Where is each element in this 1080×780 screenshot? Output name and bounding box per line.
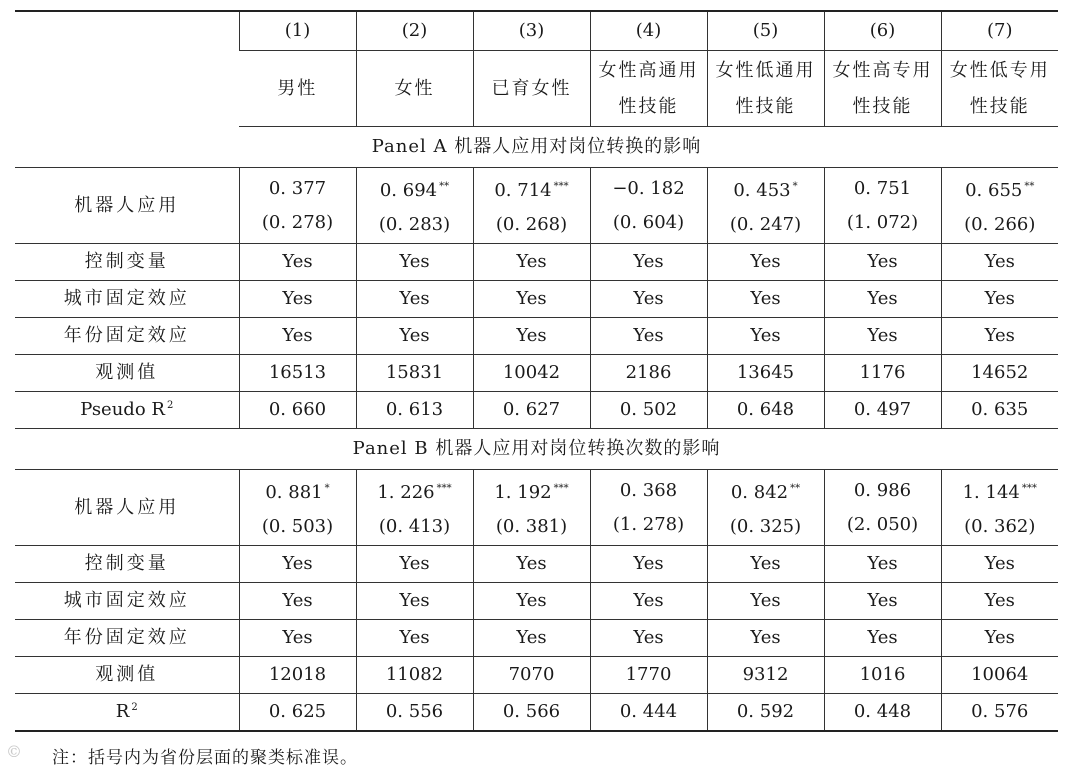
table-row [15, 657, 1058, 694]
cell-value: 0. 497 [853, 399, 912, 421]
column-label-line: 性技能 [969, 95, 1030, 117]
column-label [824, 51, 941, 127]
column-label-line: 性技能 [735, 95, 796, 117]
table-cell [239, 583, 356, 620]
cell-value: Yes [984, 251, 1015, 273]
table-cell [473, 546, 590, 583]
column-label-line: 性技能 [852, 95, 913, 117]
cell-value: Yes [750, 553, 781, 575]
coefficient-line [708, 472, 824, 510]
coefficient-line [357, 472, 473, 510]
table-cell [824, 620, 941, 657]
coefficient-cell [239, 470, 356, 546]
table-cell [707, 244, 824, 281]
cell-value: 16513 [268, 362, 327, 384]
panel-title-text: Panel A 机器人应用对岗位转换的影响 [371, 136, 702, 158]
coefficient-line [825, 172, 941, 206]
table-cell [239, 546, 356, 583]
header-row-numbers [15, 11, 1058, 51]
column-label-line: 性技能 [618, 95, 679, 117]
table-cell [473, 244, 590, 281]
table-cell [356, 244, 473, 281]
significance-stars: ** [790, 482, 801, 494]
table-cell [239, 318, 356, 355]
table-cell [941, 657, 1058, 694]
cell-value: Yes [399, 553, 430, 575]
standard-error: (0. 247) [729, 213, 802, 235]
fit-row [15, 392, 1058, 429]
table-row [15, 281, 1058, 318]
panel-title-text: Panel B 机器人应用对岗位转换次数的影响 [352, 438, 721, 460]
table-cell [239, 657, 356, 694]
coefficient-cell [824, 470, 941, 546]
coefficient-value: 0. 694 [379, 179, 438, 201]
table-note: 注：括号内为省份层面的聚类标准误。 [52, 748, 358, 768]
coefficient-cell [356, 168, 473, 244]
column-label-line: 女性高通用 [598, 59, 699, 81]
table-cell [590, 281, 707, 318]
table-cell [473, 318, 590, 355]
cell-value: 0. 613 [385, 399, 444, 421]
row-label [15, 355, 239, 392]
column-label [941, 51, 1058, 127]
cell-value: 2186 [625, 362, 672, 384]
cell-value: Yes [516, 590, 547, 612]
coefficient-value: 0. 714 [494, 179, 552, 201]
table-cell [824, 281, 941, 318]
table-cell [707, 318, 824, 355]
cell-value: 15831 [385, 362, 444, 384]
coefficient-cell [473, 168, 590, 244]
table-cell [707, 281, 824, 318]
cell-value: Yes [399, 251, 430, 273]
cell-value: 14652 [971, 362, 1029, 384]
standard-error: (2. 050) [846, 513, 919, 535]
column-label-line: 女性 [394, 77, 435, 99]
table-cell [473, 392, 590, 429]
table-cell [824, 694, 941, 732]
standard-error: (0. 362) [964, 515, 1036, 537]
watermark-logo: © [6, 742, 22, 761]
cell-value: Yes [399, 325, 430, 347]
cell-value: 0. 648 [736, 399, 795, 421]
standard-error: (0. 266) [964, 213, 1036, 235]
column-number [239, 11, 356, 51]
panel-title-row [15, 127, 1058, 168]
cell-value: 0. 576 [971, 701, 1029, 723]
table-cell [239, 281, 356, 318]
coefficient-line [357, 170, 473, 208]
table-cell [356, 657, 473, 694]
row-label [15, 318, 239, 355]
coefficient-cell [941, 168, 1058, 244]
cell-value: 11082 [385, 664, 444, 686]
table-cell [239, 244, 356, 281]
coefficient-row [15, 470, 1058, 546]
row-label-text: 控制变量 [84, 251, 169, 273]
cell-value: Yes [282, 251, 313, 273]
coefficient-cell [590, 168, 707, 244]
coefficient-cell [824, 168, 941, 244]
table-cell [473, 281, 590, 318]
table-row [15, 318, 1058, 355]
cell-value: 1016 [859, 664, 906, 686]
table-cell [590, 583, 707, 620]
cell-value: 13645 [736, 362, 795, 384]
cell-value: Yes [750, 325, 781, 347]
cell-value: Yes [867, 325, 898, 347]
cell-value: 1176 [859, 362, 906, 384]
table-cell [941, 281, 1058, 318]
row-label [15, 470, 239, 546]
standard-error: (0. 268) [495, 213, 568, 235]
table-cell [941, 583, 1058, 620]
cell-value: 0. 566 [502, 701, 561, 723]
table-cell [941, 620, 1058, 657]
row-label [15, 281, 239, 318]
cell-value: Yes [282, 288, 313, 310]
coefficient-value: 0. 453 [733, 179, 791, 201]
cell-value: Yes [516, 251, 547, 273]
table-cell [590, 694, 707, 732]
column-number [473, 11, 590, 51]
significance-stars: ** [439, 180, 450, 192]
table-cell [707, 620, 824, 657]
cell-value: 0. 444 [619, 701, 678, 723]
coefficient-cell [356, 470, 473, 546]
panel-title [15, 429, 1058, 470]
column-label [707, 51, 824, 127]
coefficient-line [474, 472, 590, 510]
column-label-line: 女性低专用 [949, 59, 1050, 81]
fit-label-superscript: 2 [131, 702, 138, 714]
column-label-line: 女性低通用 [715, 59, 816, 81]
coefficient-value: −0. 182 [612, 177, 685, 199]
column-number-text: (7) [987, 20, 1013, 42]
table-row [15, 244, 1058, 281]
table-cell [941, 694, 1058, 732]
table-cell [356, 281, 473, 318]
coefficient-value: 1. 192 [494, 481, 552, 503]
table-cell [239, 694, 356, 732]
cell-value: 0. 627 [502, 399, 561, 421]
row-label [15, 694, 239, 732]
cell-value: Yes [867, 288, 898, 310]
table-cell [473, 694, 590, 732]
table-cell [707, 392, 824, 429]
row-label-text: 城市固定效应 [63, 590, 190, 612]
column-label [590, 51, 707, 127]
standard-error: (0. 604) [612, 211, 685, 233]
row-label [15, 546, 239, 583]
table-cell [239, 620, 356, 657]
panel-title-row [15, 429, 1058, 470]
column-number-text: (2) [401, 20, 428, 42]
cell-value: Yes [984, 288, 1015, 310]
table-row [15, 546, 1058, 583]
cell-value: 0. 448 [853, 701, 912, 723]
table-cell [707, 657, 824, 694]
table-cell [239, 392, 356, 429]
table-cell [824, 244, 941, 281]
row-label-text: 观测值 [95, 664, 159, 686]
table-cell [941, 546, 1058, 583]
column-number [356, 11, 473, 51]
coefficient-line [942, 472, 1059, 510]
cell-value: Yes [984, 553, 1015, 575]
column-number-text: (6) [869, 20, 896, 42]
cell-value: Yes [282, 627, 313, 649]
column-number [590, 11, 707, 51]
cell-value: Yes [399, 590, 430, 612]
table-cell [356, 620, 473, 657]
cell-value: Yes [633, 288, 664, 310]
column-label-line: 女性高专用 [832, 59, 933, 81]
table-cell [824, 583, 941, 620]
significance-stars: *** [436, 482, 452, 494]
table-cell [590, 355, 707, 392]
coefficient-cell [239, 168, 356, 244]
row-label-text: 机器人应用 [74, 496, 180, 518]
column-label-line: 已育女性 [491, 77, 572, 99]
table-cell [356, 355, 473, 392]
cell-value: 0. 625 [268, 701, 327, 723]
column-number-text: (4) [635, 20, 662, 42]
cell-value: Yes [399, 288, 430, 310]
cell-value: 10064 [971, 664, 1029, 686]
table-cell [824, 657, 941, 694]
table-cell [473, 620, 590, 657]
cell-value: Yes [633, 553, 664, 575]
cell-value: Yes [516, 325, 547, 347]
row-label-text: 年份固定效应 [63, 627, 190, 649]
coefficient-line [240, 472, 356, 510]
cell-value: 1770 [625, 664, 672, 686]
cell-value: Yes [282, 590, 313, 612]
cell-value: 10042 [502, 362, 561, 384]
coefficient-cell [941, 470, 1058, 546]
cell-value: 9312 [742, 664, 789, 686]
row-label-text: 观测值 [95, 362, 159, 384]
standard-error: (0. 413) [378, 515, 451, 537]
cell-value: Yes [633, 251, 664, 273]
column-number-text: (1) [284, 20, 311, 42]
cell-value: 12018 [268, 664, 327, 686]
standard-error: (0. 283) [378, 213, 451, 235]
cell-value: Yes [867, 590, 898, 612]
cell-value: Yes [516, 288, 547, 310]
column-number [941, 11, 1058, 51]
coefficient-line [591, 474, 707, 508]
column-label-line: 男性 [277, 77, 318, 99]
fit-label-superscript: 2 [166, 400, 174, 412]
row-label [15, 392, 239, 429]
coefficient-value: 0. 842 [730, 481, 789, 503]
fit-row [15, 694, 1058, 732]
column-label [473, 51, 590, 127]
cell-value: Yes [399, 627, 430, 649]
table-cell [707, 694, 824, 732]
cell-value: Yes [633, 590, 664, 612]
cell-value: 0. 556 [385, 701, 444, 723]
standard-error: (0. 325) [729, 515, 802, 537]
row-label-text: 机器人应用 [74, 194, 180, 216]
cell-value: Yes [867, 553, 898, 575]
table-cell [473, 657, 590, 694]
table-cell [590, 392, 707, 429]
row-label [15, 244, 239, 281]
coefficient-value: 0. 881 [265, 481, 323, 503]
coefficient-value: 0. 368 [619, 479, 678, 501]
cell-value: Yes [633, 325, 664, 347]
table-cell [356, 546, 473, 583]
panel-title [15, 127, 1058, 168]
cell-value: Yes [516, 627, 547, 649]
cell-value: Yes [984, 627, 1015, 649]
coefficient-row [15, 168, 1058, 244]
table-cell [356, 392, 473, 429]
significance-stars: *** [553, 482, 569, 494]
fit-label-text: R [115, 701, 130, 723]
table-row [15, 583, 1058, 620]
table-cell [356, 583, 473, 620]
column-number-text: (3) [518, 20, 545, 42]
row-label [15, 657, 239, 694]
table-cell [473, 583, 590, 620]
row-label-text: 年份固定效应 [63, 325, 190, 347]
table-cell [707, 583, 824, 620]
table-cell [590, 620, 707, 657]
coefficient-value: 0. 986 [853, 479, 912, 501]
coefficient-cell [473, 470, 590, 546]
cell-value: 0. 635 [971, 399, 1029, 421]
significance-stars: *** [553, 180, 569, 192]
table-cell [824, 318, 941, 355]
table-cell [356, 694, 473, 732]
cell-value: Yes [282, 325, 313, 347]
coefficient-value: 0. 377 [268, 177, 327, 199]
row-label [15, 168, 239, 244]
significance-stars: * [324, 482, 330, 494]
significance-stars: * [792, 180, 798, 192]
column-label [239, 51, 356, 127]
column-number [824, 11, 941, 51]
coefficient-line [825, 474, 941, 508]
standard-error: (1. 278) [612, 513, 685, 535]
row-label-text: 城市固定效应 [63, 288, 190, 310]
column-number-text: (5) [752, 20, 779, 42]
cell-value: Yes [750, 288, 781, 310]
significance-stars: ** [1024, 180, 1035, 192]
cell-value: 0. 592 [736, 701, 795, 723]
coefficient-cell [707, 470, 824, 546]
coefficient-value: 0. 655 [965, 179, 1023, 201]
standard-error: (1. 072) [846, 211, 919, 233]
coefficient-cell [590, 470, 707, 546]
table-cell [590, 244, 707, 281]
table-cell [239, 355, 356, 392]
cell-value: Yes [750, 251, 781, 273]
standard-error: (0. 381) [495, 515, 568, 537]
coefficient-cell [707, 168, 824, 244]
row-label [15, 583, 239, 620]
table-cell [473, 355, 590, 392]
cell-value: Yes [984, 590, 1015, 612]
cell-value: Yes [633, 627, 664, 649]
standard-error: (0. 278) [261, 211, 334, 233]
column-label [356, 51, 473, 127]
coefficient-line [474, 170, 590, 208]
regression-table [15, 10, 1058, 732]
table-cell [707, 355, 824, 392]
cell-value: Yes [867, 251, 898, 273]
fit-label-text: Pseudo R [80, 399, 165, 421]
table-row [15, 355, 1058, 392]
coefficient-line [708, 170, 824, 208]
coefficient-value: 1. 144 [962, 481, 1020, 503]
coefficient-line [942, 170, 1059, 208]
table-cell [941, 355, 1058, 392]
coefficient-value: 0. 751 [853, 177, 912, 199]
table-row [15, 620, 1058, 657]
cell-value: Yes [867, 627, 898, 649]
cell-value: Yes [516, 553, 547, 575]
standard-error: (0. 503) [261, 515, 334, 537]
table-cell [356, 318, 473, 355]
cell-value: 0. 502 [619, 399, 678, 421]
table-cell [824, 546, 941, 583]
table-cell [590, 318, 707, 355]
header-corner-cell [15, 11, 239, 127]
cell-value: Yes [750, 627, 781, 649]
table-cell [590, 657, 707, 694]
row-label-text: 控制变量 [84, 553, 169, 575]
cell-value: Yes [750, 590, 781, 612]
row-label [15, 620, 239, 657]
table-cell [941, 392, 1058, 429]
cell-value: 7070 [508, 664, 555, 686]
table-cell [941, 318, 1058, 355]
cell-value: Yes [984, 325, 1015, 347]
table-cell [590, 546, 707, 583]
coefficient-value: 1. 226 [377, 481, 435, 503]
table-cell [941, 244, 1058, 281]
table-cell [707, 546, 824, 583]
table-cell [824, 392, 941, 429]
coefficient-line [591, 172, 707, 206]
coefficient-line [240, 172, 356, 206]
cell-value: Yes [282, 553, 313, 575]
column-number [707, 11, 824, 51]
table-cell [824, 355, 941, 392]
cell-value: 0. 660 [268, 399, 327, 421]
significance-stars: *** [1021, 482, 1037, 494]
